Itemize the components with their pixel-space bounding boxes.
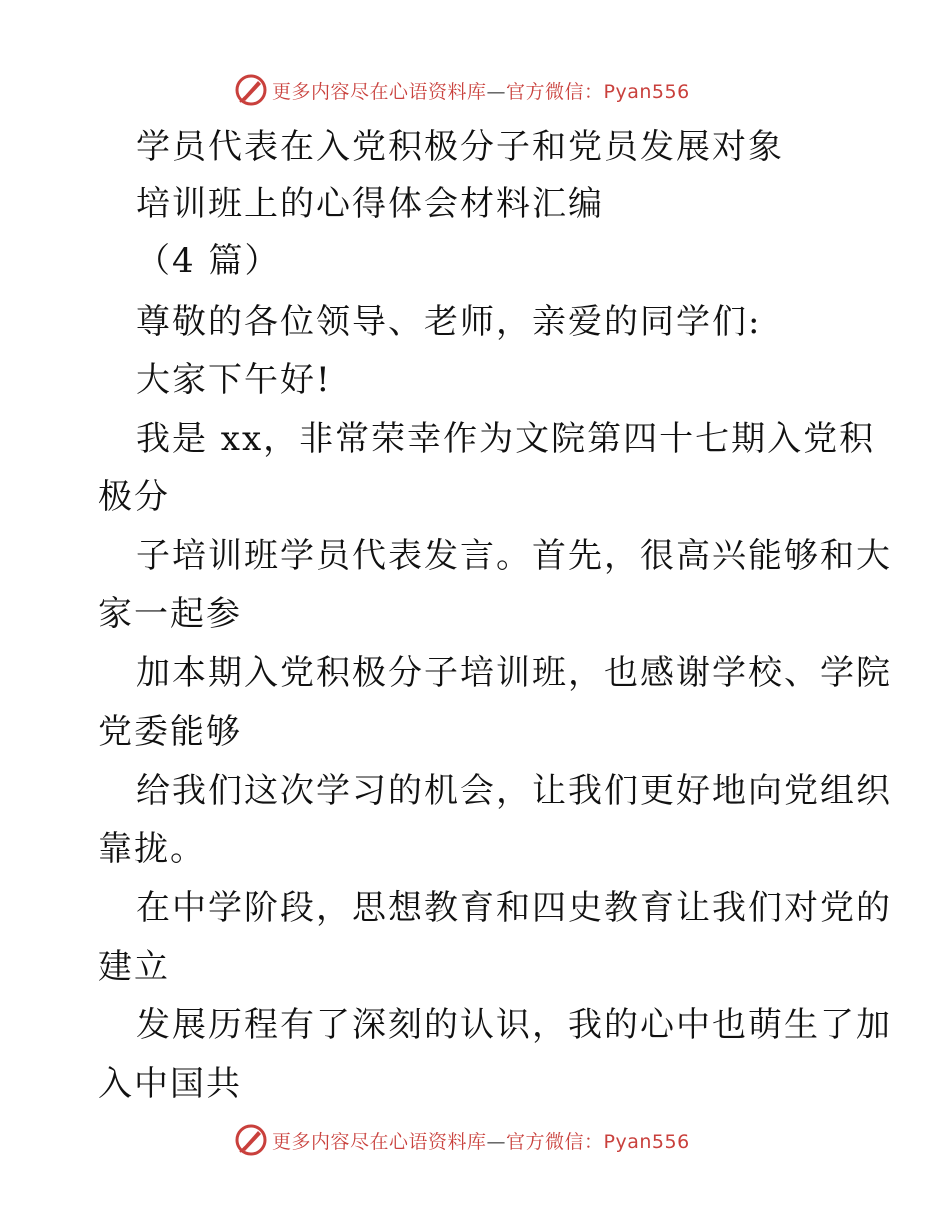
paragraph-line: 加本期入党积极分子培训班，也感谢学校、学院 xyxy=(136,653,892,693)
header-watermark-banner xyxy=(234,72,714,108)
paragraph-line: 建立 xyxy=(98,947,170,987)
doc-title-line-2: 培训班上的心得体会材料汇编 xyxy=(136,184,604,224)
paragraph-line: 入中国共 xyxy=(98,1064,242,1104)
banner-separator: — xyxy=(486,80,507,103)
banner-wechat: 官方微信：Pyan556 xyxy=(506,1130,690,1153)
banner-text xyxy=(272,1127,690,1154)
salutation: 尊敬的各位领导、老师，亲爱的同学们: xyxy=(136,302,762,342)
banner-text xyxy=(272,77,690,104)
paragraph-line: 我是 xx，非常荣幸作为文院第四十七期入党积 xyxy=(136,419,876,459)
doc-title-line-1: 学员代表在入党积极分子和党员发展对象 xyxy=(136,127,784,167)
greeting: 大家下午好! xyxy=(136,360,332,400)
paragraph-line: 极分 xyxy=(98,477,170,517)
paragraph-line: 在中学阶段，思想教育和四史教育让我们对党的 xyxy=(136,888,892,928)
banner-separator: — xyxy=(486,1130,507,1153)
paragraph-line: 党委能够 xyxy=(98,712,242,752)
footer-watermark-banner xyxy=(234,1122,714,1158)
paragraph-line: 子培训班学员代表发言。首先，很高兴能够和大 xyxy=(136,536,892,576)
quill-logo-icon xyxy=(234,73,268,107)
banner-wechat: 官方微信：Pyan556 xyxy=(506,80,690,103)
banner-main: 更多内容尽在心语资料库 xyxy=(272,80,487,103)
doc-title-count: （4 篇） xyxy=(136,241,281,281)
banner-main: 更多内容尽在心语资料库 xyxy=(272,1130,487,1153)
paragraph-line: 家一起参 xyxy=(98,594,242,634)
paragraph-line: 靠拢。 xyxy=(98,829,206,869)
quill-logo-icon xyxy=(234,1123,268,1157)
paragraph-line: 给我们这次学习的机会，让我们更好地向党组织 xyxy=(136,771,892,811)
paragraph-line: 发展历程有了深刻的认识，我的心中也萌生了加 xyxy=(136,1005,892,1045)
